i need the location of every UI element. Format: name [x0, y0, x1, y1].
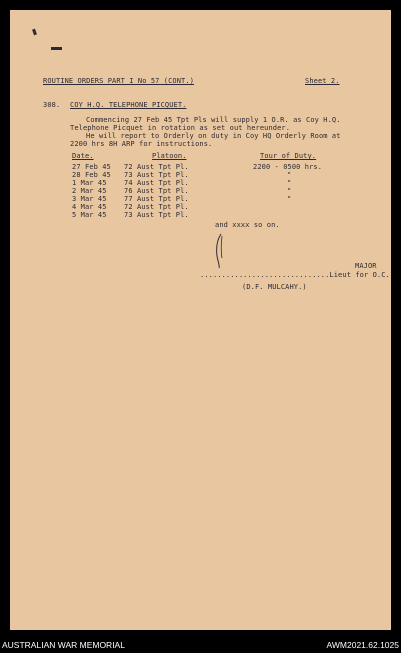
signature-line: ..............................Lieut for O.C. [200, 271, 390, 279]
roster-platoon: 72 Aust Tpt Pl. [124, 203, 189, 211]
roster-platoon: 72 Aust Tpt Pl. [124, 163, 189, 171]
footer-source: AUSTRALIAN WAR MEMORIAL [2, 640, 125, 650]
roster-platoon: 74 Aust Tpt Pl. [124, 179, 189, 187]
signature-rank: MAJOR [355, 262, 377, 270]
roster-duty: 2200 - 0500 hrs. [253, 163, 323, 171]
roster-duty: " [287, 179, 292, 187]
roster-duty: " [287, 195, 292, 203]
section-number: 308. [43, 101, 61, 109]
footer-accession-number: AWM2021.62.1025 [326, 640, 399, 650]
signature-mark [212, 232, 226, 270]
body-line: Telephone Picquet in rotation as set out hereunder. [70, 124, 291, 132]
closing-text: and xxxx so on. [215, 221, 280, 229]
roster-date: 27 Feb 45 [72, 163, 111, 171]
roster-platoon: 77 Aust Tpt Pl. [124, 195, 189, 203]
roster-platoon: 76 Aust Tpt Pl. [124, 187, 189, 195]
column-header-duty: Tour of Duty. [260, 152, 317, 160]
sheet-number: Sheet 2. [305, 77, 340, 85]
roster-date: 2 Mar 45 [72, 187, 107, 195]
document-heading: ROUTINE ORDERS PART I No 57 (CONT.) [43, 77, 195, 85]
roster-platoon: 73 Aust Tpt Pl. [124, 211, 189, 219]
roster-date: 1 Mar 45 [72, 179, 107, 187]
roster-date: 5 Mar 45 [72, 211, 107, 219]
column-header-date: Date. [72, 152, 94, 160]
roster-date: 4 Mar 45 [72, 203, 107, 211]
column-header-platoon: Platoon. [152, 152, 187, 160]
signature-name: (D.F. MULCAHY.) [242, 283, 307, 291]
roster-date: 28 Feb 45 [72, 171, 111, 179]
roster-date: 3 Mar 45 [72, 195, 107, 203]
roster-platoon: 73 Aust Tpt Pl. [124, 171, 189, 179]
punch-mark [32, 29, 37, 36]
roster-duty: " [287, 187, 292, 195]
roster-duty: " [287, 171, 292, 179]
body-line: 2200 hrs 8H ARP for instructions. [70, 140, 213, 148]
body-line: Commencing 27 Feb 45 Tpt Pls will supply 1 O.R. as Coy H.Q. [86, 116, 341, 124]
body-line: He will report to Orderly on duty in Coy HQ Orderly Room at [86, 132, 341, 140]
punch-mark [51, 47, 62, 50]
section-title: COY H.Q. TELEPHONE PICQUET. [70, 101, 187, 109]
document-page [10, 10, 391, 630]
